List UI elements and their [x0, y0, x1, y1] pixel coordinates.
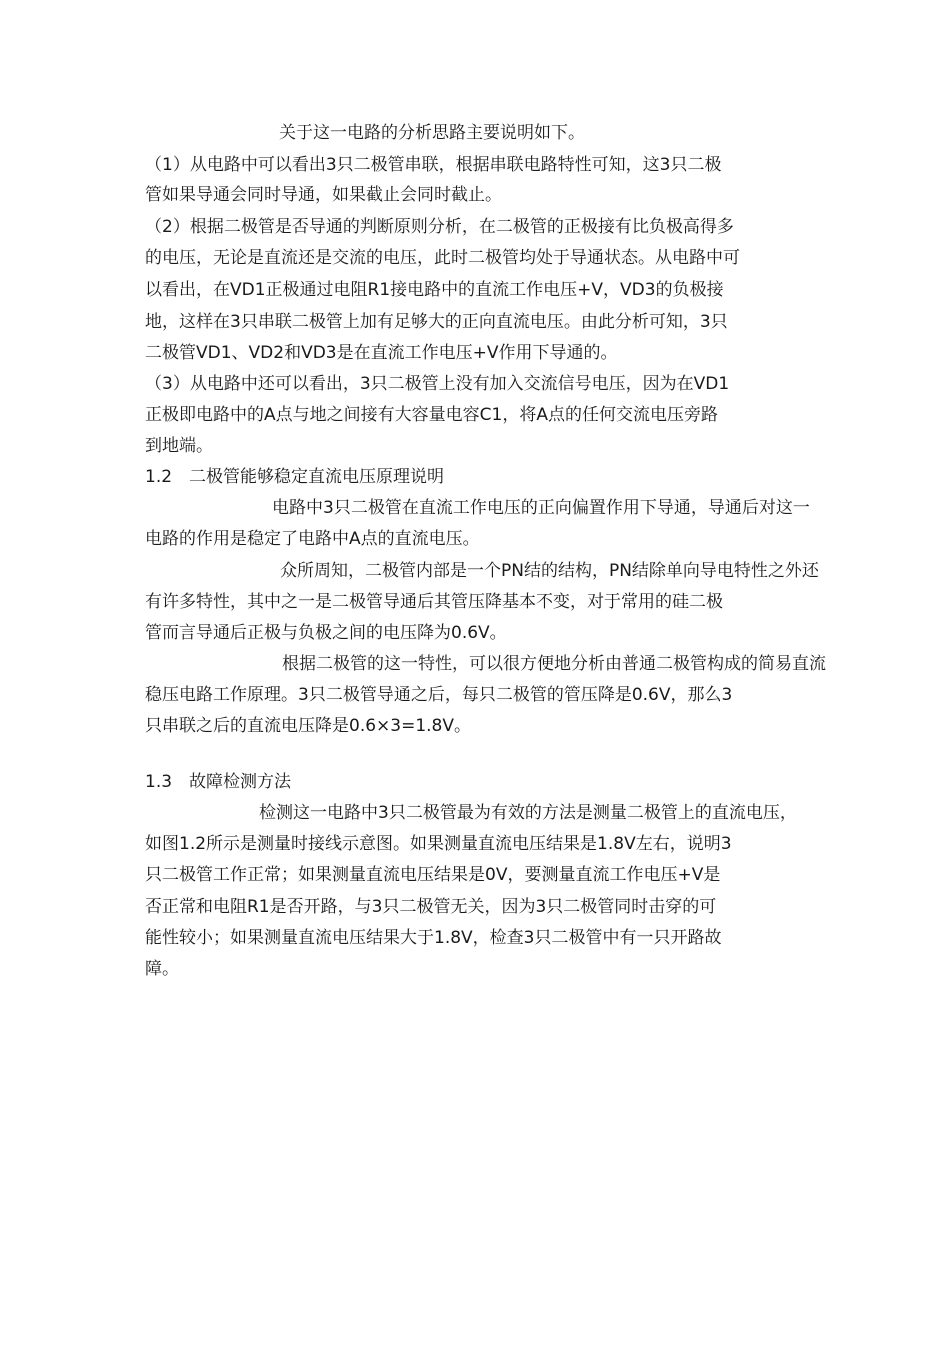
paragraph-2-line-5: 二极管VD1、VD2和VD3是在直流工作电压+V作用下导通的。: [145, 343, 618, 363]
paragraph-6-line-2: 稳压电路工作原理。3只二极管导通之后，每只二极管的管压降是0.6V，那么3: [145, 685, 733, 705]
paragraph-7-line-2: 如图1.2所示是测量时接线示意图。如果测量直流电压结果是1.8V左右，说明3: [145, 834, 732, 854]
paragraph-2-line-4: 地，这样在3只串联二极管上加有足够大的正向直流电压。由此分析可知，3只: [145, 312, 728, 332]
paragraph-5-line-3: 管而言导通后正极与负极之间的电压降为0.6V。: [145, 623, 507, 643]
paragraph-7-line-3: 只二极管工作正常；如果测量直流电压结果是0V，要测量直流工作电压+V是: [145, 865, 721, 885]
paragraph-1-line-2: 管如果导通会同时导通，如果截止会同时截止。: [145, 185, 502, 205]
paragraph-7-line-6: 障。: [145, 959, 179, 979]
paragraph-6-line-3: 只串联之后的直流电压降是0.6×3=1.8V。: [145, 716, 472, 736]
paragraph-3-line-2: 正极即电路中的A点与地之间接有大容量电容C1，将A点的任何交流电压旁路: [145, 405, 718, 425]
paragraph-7-line-1: 检测这一电路中3只二极管最为有效的方法是测量二极管上的直流电压，: [259, 803, 797, 823]
section-1-2-heading: 1.2 二极管能够稳定直流电压原理说明: [145, 467, 445, 487]
paragraph-2-line-1: （2）根据二极管是否导通的判断原则分析，在二极管的正极接有比负极高得多: [145, 217, 734, 237]
paragraph-4-line-2: 电路的作用是稳定了电路中A点的直流电压。: [145, 529, 480, 549]
paragraph-4-line-1: 电路中3只二极管在直流工作电压的正向偏置作用下导通，导通后对这一: [272, 498, 810, 518]
paragraph-6-line-1: 根据二极管的这一特性，可以很方便地分析由普通二极管构成的简易直流: [282, 654, 826, 674]
paragraph-5-line-2: 有许多特性，其中之一是二极管导通后其管压降基本不变，对于常用的硅二极: [145, 592, 723, 612]
intro-line: 关于这一电路的分析思路主要说明如下。: [279, 123, 585, 143]
paragraph-3-line-1: （3）从电路中还可以看出，3只二极管上没有加入交流信号电压，因为在VD1: [145, 374, 730, 394]
paragraph-5-line-1: 众所周知，二极管内部是一个PN结的结构，PN结除单向导电特性之外还: [280, 561, 819, 581]
section-1-3-heading: 1.3 故障检测方法: [145, 772, 292, 792]
paragraph-1-line-1: （1）从电路中可以看出3只二极管串联，根据串联电路特性可知，这3只二极: [145, 155, 722, 175]
paragraph-7-line-4: 否正常和电阻R1是否开路，与3只二极管无关，因为3只二极管同时击穿的可: [145, 897, 717, 917]
paragraph-2-line-3: 以看出，在VD1正极通过电阻R1接电路中的直流工作电压+V，VD3的负极接: [145, 280, 724, 300]
paragraph-7-line-5: 能性较小；如果测量直流电压结果大于1.8V，检查3只二极管中有一只开路故: [145, 928, 722, 948]
paragraph-2-line-2: 的电压，无论是直流还是交流的电压，此时二极管均处于导通状态。从电路中可: [145, 248, 740, 268]
paragraph-3-line-3: 到地端。: [145, 436, 213, 456]
